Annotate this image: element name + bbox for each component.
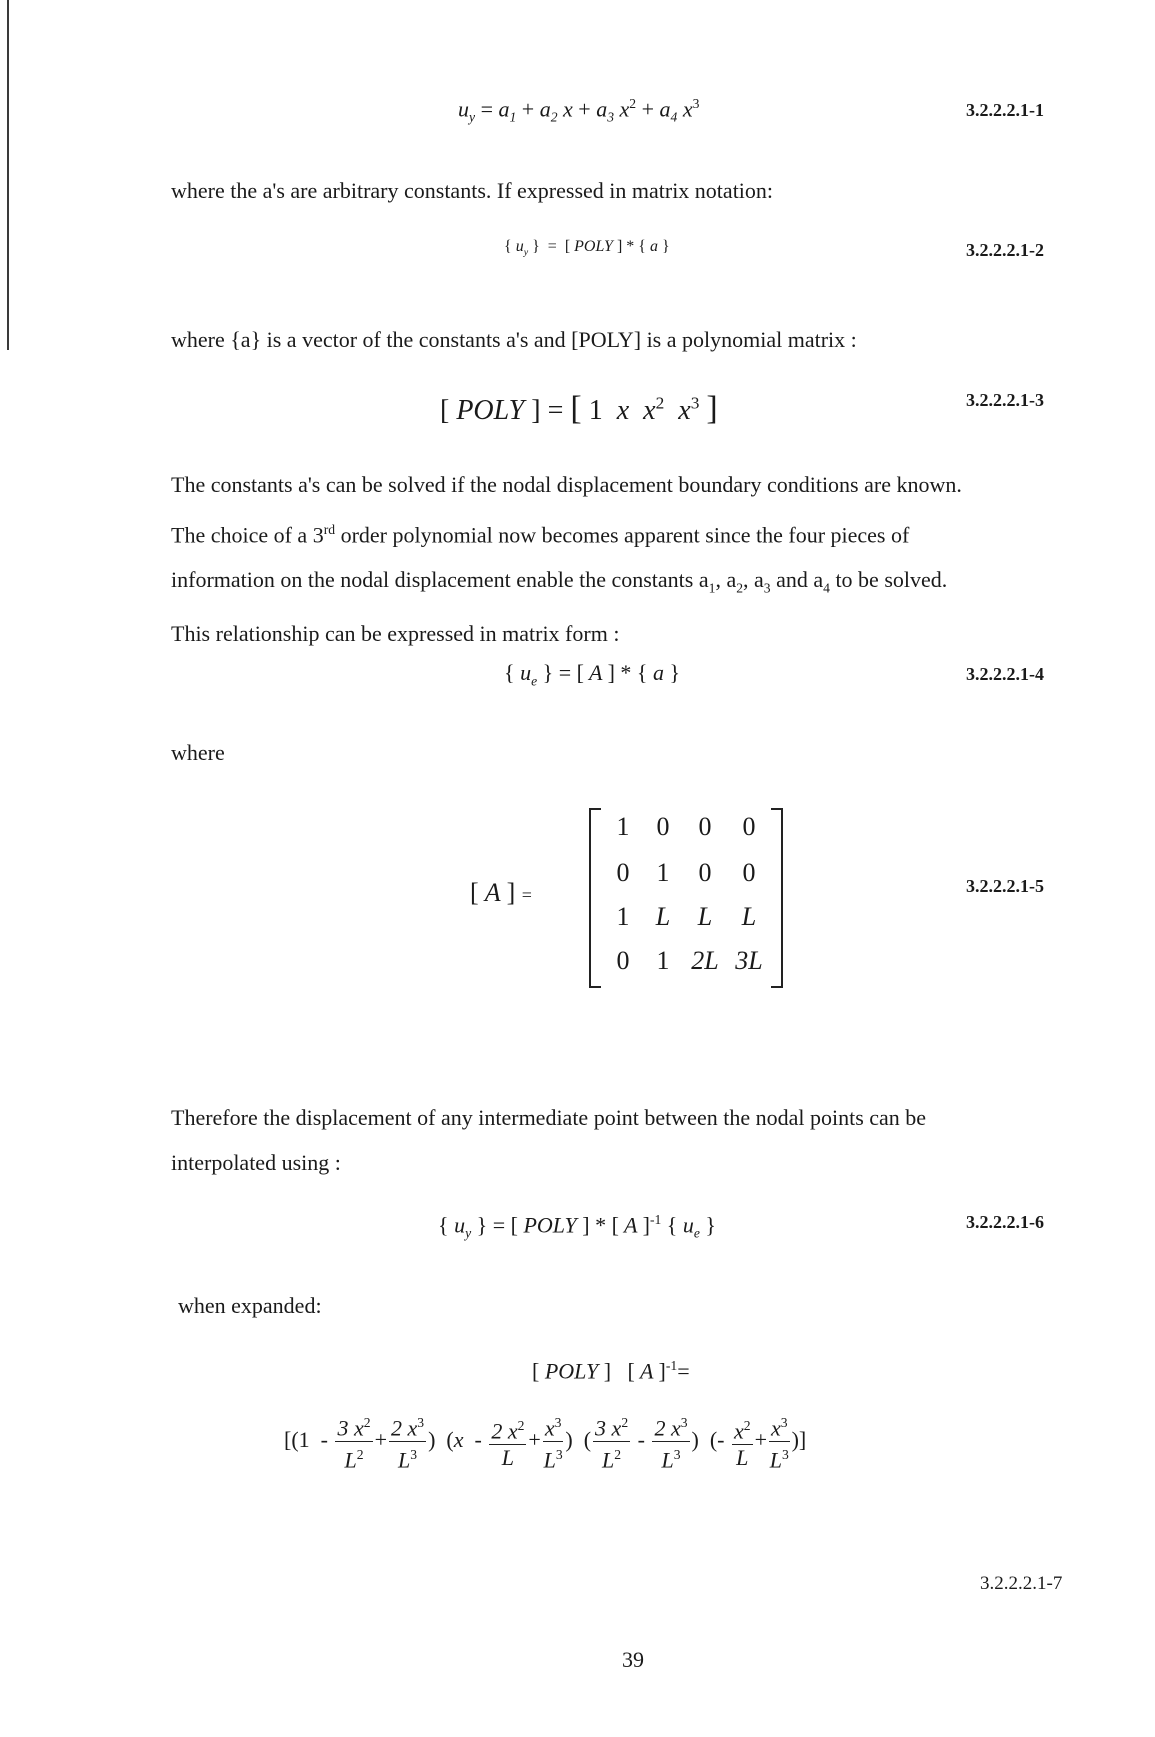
matrix-cell: 3L: [735, 946, 763, 975]
equation-2-label: 3.2.2.2.1-2: [966, 240, 1044, 260]
para-line-4: This relationship can be expressed in matrix form :: [171, 620, 620, 646]
equation-7-header: [ POLY ] [ A ]$^{-1}$=: [532, 1358, 690, 1384]
para-line-2: The choice of a 3rd order polynomial now becomes apparent since the four pieces of: [171, 522, 910, 548]
equation-3: [ POLY ] = [ 1 x $x^2$ $x^3$ ]: [440, 390, 718, 427]
matrix-lhs: [ A ] =: [470, 878, 532, 907]
equation-6-label: 3.2.2.2.1-6: [966, 1212, 1044, 1232]
matrix-cell: 0: [616, 946, 630, 975]
matrix-cell: 1: [616, 812, 630, 841]
equation-4: { $u_e$ } = [ A ] * { a }: [504, 660, 681, 689]
equation-7-expansion: [(1 - $\frac{3 x^2}{L^2}$ + $\frac{2 x^3}{L^3}$ ) (x - $\frac{2 x^2}{L}$ + $\frac{x^3}{L^3}$ ) ( $\frac{3 x^2}{L^2}$ - $\frac{2 x^3}{L^3}$ ) (- $\frac{x^2}{L}$ + $\frac{x^3}{L^3}$ )]: [284, 1410, 806, 1474]
equation-2: { $u_y$ } = [ POLY ] * { a }: [504, 238, 670, 259]
equation-1: $u_y = a_1 + a_2$ $x + a_3$ $x^2 + a_4$ $x^3$: [458, 96, 700, 125]
matrix-cell: 1: [616, 902, 630, 931]
matrix-cell: 0: [742, 812, 756, 841]
matrix-cell: 1: [656, 858, 670, 887]
matrix-cell: 0: [616, 858, 630, 887]
matrix-cell: L: [697, 902, 713, 931]
matrix-cell: 2L: [691, 946, 719, 975]
matrix-cell: 1: [656, 946, 670, 975]
para-line-3: information on the nodal displacement enable the constants $a_1$, $a_2$, $a_3$ and $a_4$ to be solved.: [171, 567, 948, 596]
matrix-cell: 0: [698, 812, 712, 841]
equation-4-label: 3.2.2.2.1-4: [966, 664, 1044, 684]
when-expanded-label: when expanded:: [178, 1293, 322, 1318]
equation-5-label: 3.2.2.2.1-5: [966, 876, 1044, 896]
where-label: where: [171, 740, 225, 765]
equation-3-label: 3.2.2.2.1-3: [966, 390, 1044, 410]
paragraph-body: [171, 462, 1087, 656]
matrix-cell: L: [655, 902, 671, 931]
matrix-cell: 0: [656, 812, 670, 841]
matrix-cell: 0: [698, 858, 712, 887]
text-line-2: where {a} is a vector of the constants a's and [POLY] is a polynomial matrix :: [171, 327, 857, 352]
therefore-line-2: interpolated using :: [171, 1150, 341, 1175]
equation-7-label: 3.2.2.2.1-7: [980, 1573, 1063, 1594]
equation-6: { $u_y$ } = [ POLY ] * [ A ]$^{-1}$ { $u_e$ }: [438, 1212, 716, 1241]
matrix-A: [589, 808, 783, 984]
matrix-cell: 0: [742, 858, 756, 887]
text-line-1: where the a's are arbitrary constants. If expressed in matrix notation:: [171, 178, 774, 203]
therefore-line-1: Therefore the displacement of any intermediate point between the nodal points can be: [171, 1105, 927, 1130]
page-number: 39: [622, 1647, 644, 1672]
equation-1-label: 3.2.2.2.1-1: [966, 100, 1044, 120]
margin-line: [7, 0, 9, 350]
matrix-cell: L: [741, 902, 757, 931]
para-line-1: The constants a's can be solved if the nodal displacement boundary conditions are known.: [171, 472, 962, 497]
paragraph-therefore: [171, 1095, 1087, 1185]
